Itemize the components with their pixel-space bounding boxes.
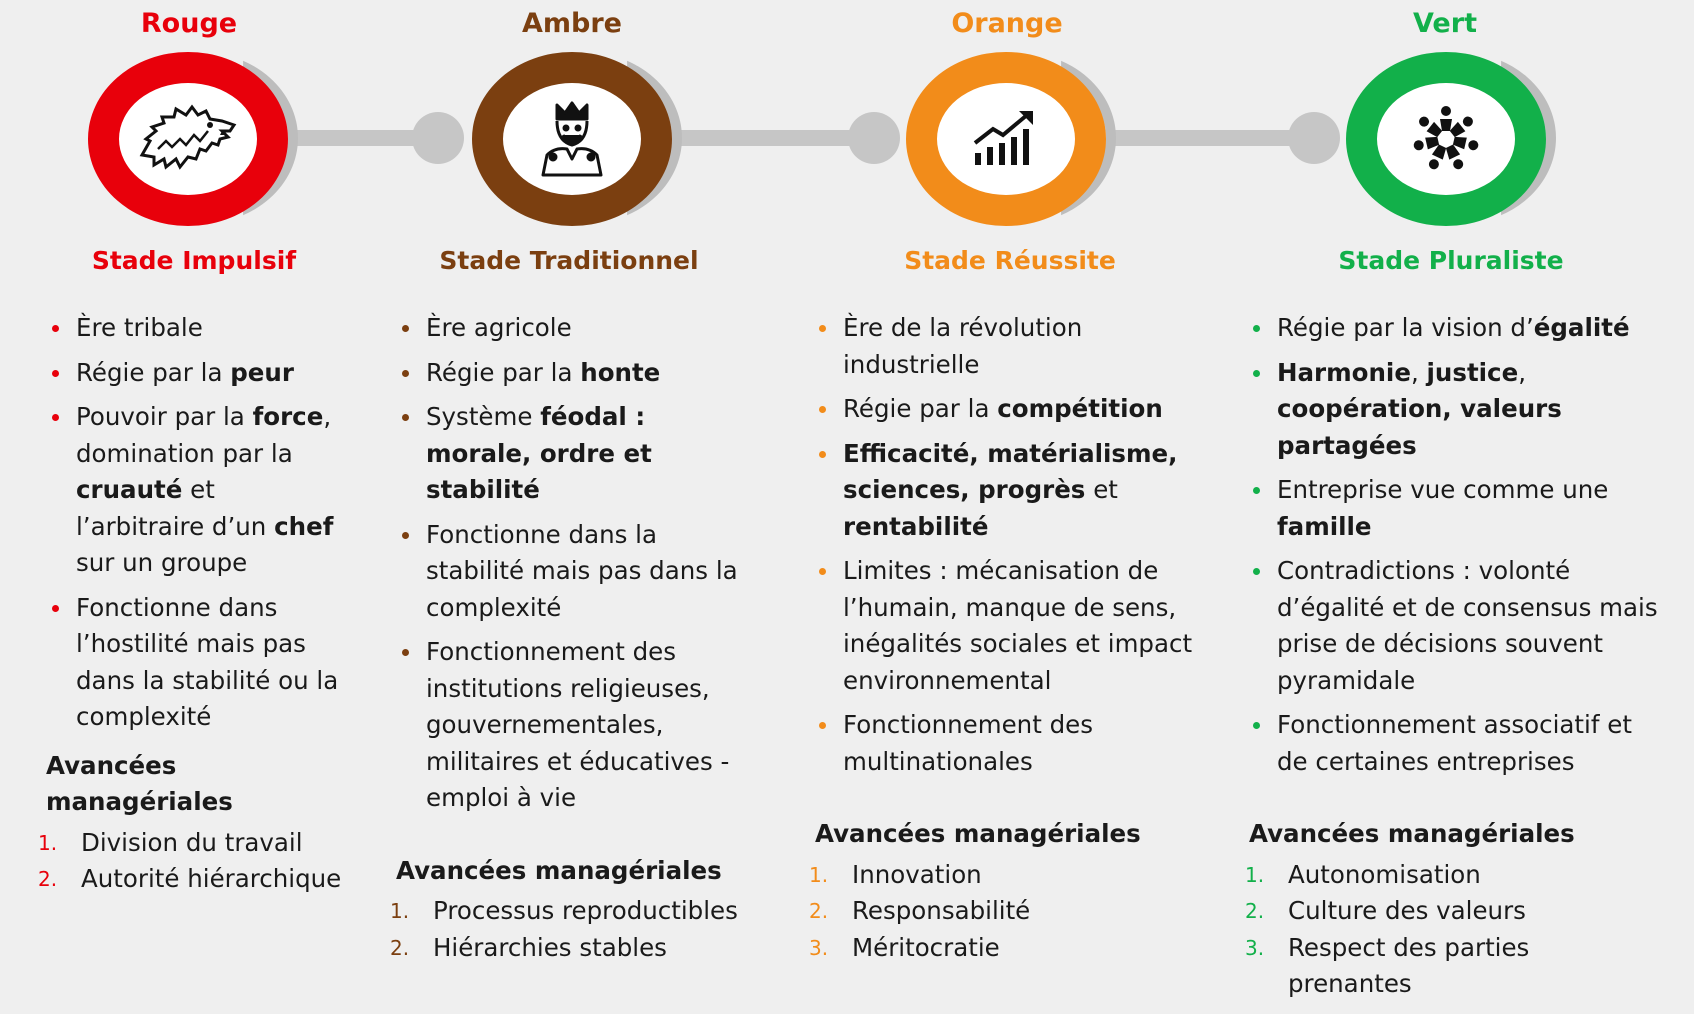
advances-title: Avancées managériales (396, 855, 722, 885)
characteristics-list (815, 310, 1195, 780)
characteristic-item: Ère tribale (48, 310, 348, 347)
characteristic-item: Pouvoir par la force, domination par la cruauté et l’arbitraire d’un chef sur un groupe (48, 399, 348, 582)
advance-item: 1. Division du travail (38, 825, 348, 862)
stage-badge (906, 52, 1118, 232)
connector-node (412, 112, 464, 164)
growth-chart-icon (937, 83, 1075, 195)
stage-title: Stade Pluraliste (1338, 246, 1564, 275)
characteristic-item: Régie par la vision d’égalité (1249, 310, 1659, 347)
stage-column-vert (1245, 310, 1659, 1003)
advances-list (1245, 857, 1659, 1003)
characteristics-list (398, 310, 738, 817)
stage-title: Stade Réussite (904, 246, 1116, 275)
characteristic-item: Fonctionne dans l’hostilité mais pas dans la stabilité ou la complexité (48, 590, 348, 736)
connector-line (1115, 130, 1305, 146)
connector-node (1288, 112, 1340, 164)
stage-title: Stade Impulsif (91, 246, 297, 275)
stage-color-label: Ambre (522, 8, 622, 39)
advances-title: Avancées managériales (46, 750, 233, 816)
stage-badge (472, 52, 684, 232)
advance-item: 2. Responsabilité (809, 893, 1195, 930)
characteristic-item: Fonctionnement des institutions religieuses, gouvernementales, militaires et éducatives - emploi à vie (398, 634, 738, 817)
characteristics-list (48, 310, 348, 736)
stage-badge (88, 52, 300, 232)
characteristic-item: Entreprise vue comme une famille (1249, 472, 1659, 545)
advances-list (809, 857, 1195, 967)
characteristic-item: Fonctionnement des multinationales (815, 707, 1195, 780)
advance-number: 1. (1245, 862, 1265, 887)
connector-line (680, 130, 860, 146)
stage-color-label: Rouge (140, 8, 238, 39)
characteristic-item: Fonctionne dans la stabilité mais pas dans la complexité (398, 517, 738, 627)
characteristic-item: Régie par la honte (398, 355, 738, 392)
advance-item: 2. Culture des valeurs (1245, 893, 1659, 930)
characteristic-item: Harmonie, justice, coopération, valeurs partagées (1249, 355, 1659, 465)
advance-item: 1. Autonomisation (1245, 857, 1659, 894)
advance-number: 3. (809, 935, 829, 960)
advances-title: Avancées managériales (1249, 819, 1575, 848)
advance-number: 2. (809, 899, 829, 923)
stage-badge (1346, 52, 1558, 232)
advances-list (390, 893, 738, 966)
advance-number: 3. (1245, 935, 1265, 960)
advance-item: 3. Méritocratie (809, 930, 1195, 967)
advance-number: 2. (38, 867, 58, 891)
characteristic-item: Système féodal : morale, ordre et stabilité (398, 399, 738, 509)
stage-column-ambre (390, 310, 738, 966)
community-icon (1377, 83, 1515, 195)
stage-color-label: Vert (1413, 8, 1477, 39)
advance-number: 2. (1245, 899, 1265, 923)
advance-item: 2. Autorité hiérarchique (38, 861, 348, 898)
advances-list (38, 825, 348, 898)
stage-color-label: Orange (951, 8, 1063, 39)
characteristic-item: Fonctionnement associatif et de certaines entreprises (1249, 707, 1659, 780)
characteristics-list (1249, 310, 1659, 780)
characteristic-item: Ère agricole (398, 310, 738, 347)
characteristic-item: Efficacité, matérialisme, sciences, progrès et rentabilité (815, 436, 1195, 546)
advance-number: 1. (390, 899, 410, 923)
advance-item: 1. Processus reproductibles (390, 893, 738, 930)
stage-column-rouge (38, 310, 348, 898)
advance-item: 2. Hiérarchies stables (390, 930, 738, 967)
stage-title: Stade Traditionnel (439, 246, 699, 275)
wolf-icon (119, 83, 257, 195)
characteristic-item: Contradictions : volonté d’égalité et de consensus mais prise de décisions souvent pyramidale (1249, 553, 1659, 699)
stage-column-orange (809, 310, 1195, 966)
advance-item: 3. Respect des parties prenantes (1245, 930, 1659, 1003)
characteristic-item: Régie par la peur (48, 355, 348, 392)
advance-number: 1. (38, 830, 58, 855)
advance-item: 1. Innovation (809, 857, 1195, 894)
advances-title: Avancées managériales (815, 819, 1141, 848)
characteristic-item: Ère de la révolution industrielle (815, 310, 1195, 383)
connector-node (848, 112, 900, 164)
king-icon (503, 83, 641, 195)
characteristic-item: Limites : mécanisation de l’humain, manque de sens, inégalités sociales et impact environnemental (815, 553, 1195, 699)
advance-number: 2. (390, 935, 410, 960)
characteristic-item: Régie par la compétition (815, 391, 1195, 428)
advance-number: 1. (809, 862, 829, 887)
